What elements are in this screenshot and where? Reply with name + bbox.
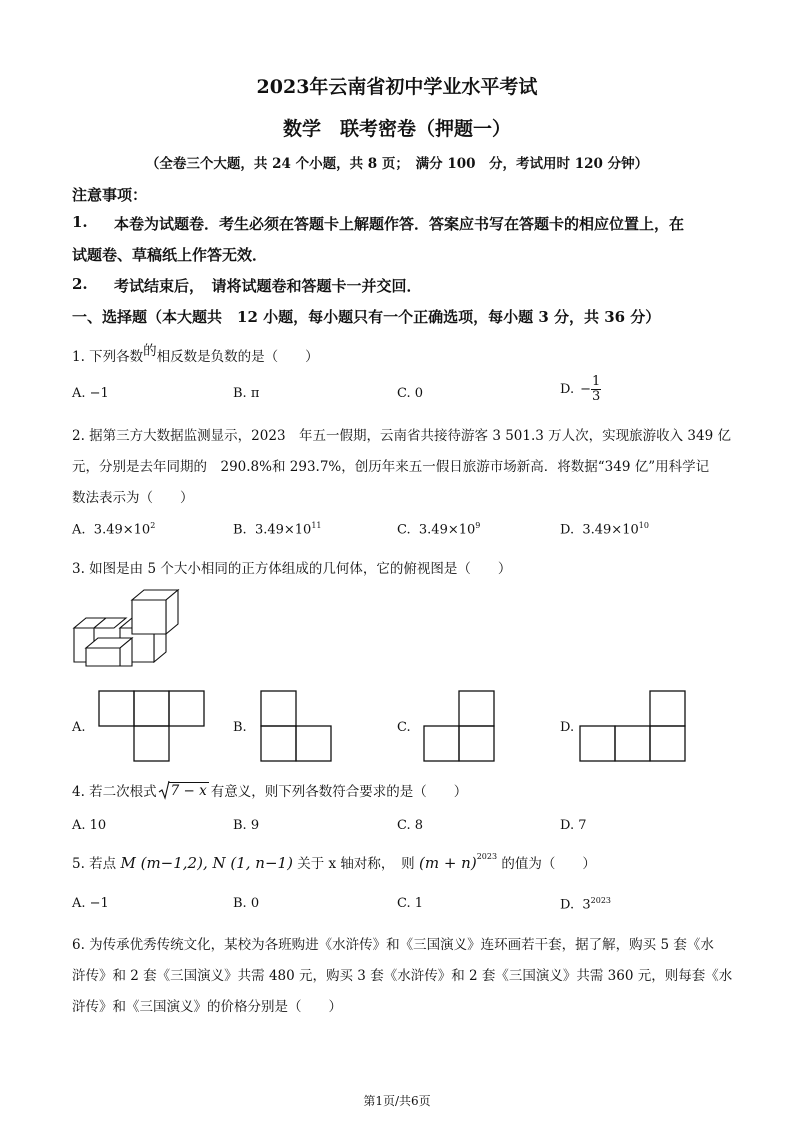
sqrt-icon (159, 781, 169, 799)
q2-line1: 2. 据第三方大数据监测显示，2023 年五一假期，云南省共接待游客 3 501.3 万人次，实现旅游收入 349 亿 (72, 428, 731, 444)
q3-option-d-grid (579, 690, 687, 762)
q2-option-d: D. $3.49\times 10^{10}$ (560, 521, 649, 538)
q4-stem-a: 4. 若二次根式 (72, 784, 157, 800)
q5-option-c: C. 1 (397, 896, 424, 911)
q2-line3: 数法表示为（ ） (72, 490, 194, 506)
q4-option-a: A. 10 (72, 818, 107, 833)
q4-option-b: B. 9 (233, 818, 260, 833)
q2-option-a: A. $3.49\times 10^2$ (72, 521, 156, 538)
cube-front-front (86, 648, 120, 666)
q5-stem-a: 5. 若点 (72, 856, 117, 872)
exam-subtitle: 数学 联考密卷（押题一） (282, 118, 511, 140)
q4-option-c: C. 8 (397, 818, 424, 833)
q5-option-d: D. $3^{2023}$ (560, 896, 611, 913)
note1-line1: 本卷为试题卷．考生必须在答题卡上解题作答．答案应书写在答题卡的相应位置上，在 (114, 215, 685, 233)
q1-option-c: C. 0 (397, 386, 424, 401)
q2-option-c: C. $3.49\times 10^9$ (397, 521, 481, 538)
page-number: 第1页/共6页 (363, 1094, 431, 1108)
q1-fraction-denominator: 3 (592, 389, 601, 404)
note2-text: 考试结束后， 请将试题卷和答题卡一并交回． (114, 277, 422, 295)
q5-stem (72, 852, 596, 872)
q1-option-a: A. −1 (72, 386, 109, 401)
q5-option-a: A. −1 (72, 896, 109, 911)
q1-stem-c: 相反数是负数的是（ ） (156, 349, 319, 365)
q4-option-d: D. 7 (560, 818, 587, 833)
q6-line3: 浒传》和《三国演义》的价格分别是（ ） (72, 999, 342, 1015)
q3-option-c-grid (423, 690, 496, 762)
q1-fraction-numerator: 1 (592, 374, 601, 389)
q6-line1: 6. 为传承优秀传统文化，某校为各班购进《水浒传》和《三国演义》连环画若干套，据了解，购买 5 套《水 (72, 937, 714, 953)
q3-stem: 3. 如图是由 5 个大小相同的正方体组成的几何体，它的俯视图是（ ） (72, 561, 512, 577)
q5-stem-b: 关于 x 轴对称， 则 (297, 856, 415, 872)
q2-line2: 元，分别是去年同期的 290.8%和 293.7%，创历年来五一假日旅游市场新高．将数据“349 亿”用科学记 (72, 459, 710, 475)
q3-option-d-label: D. (560, 720, 575, 735)
q5-points: M (m−1,2), N (1, n−1) (120, 854, 293, 872)
q1-stem-b: 的 (143, 343, 157, 359)
q1-stem (72, 345, 319, 365)
note1-number: 1. (72, 213, 88, 231)
q3-option-a-label: A. (72, 720, 86, 735)
q2-option-b: B. $3.49\times 10^{11}$ (233, 521, 322, 538)
section1-heading: 一、选择题（本大题共 12 小题，每小题只有一个正确选项，每小题 3 分，共 36 分） (72, 308, 661, 326)
q3-option-c-label: C. (397, 720, 411, 735)
q1-option-d-fraction (591, 375, 601, 404)
q4-stem-b: 有意义，则下列各数符合要求的是（ ） (210, 784, 468, 800)
q1-option-d-label: D. (560, 382, 575, 397)
q3-option-a-grid (98, 690, 206, 762)
q4-stem (72, 780, 467, 800)
q5-expression-exponent: 2023 (476, 851, 498, 861)
q5-stem-c: 的值为（ ） (501, 856, 596, 872)
q1-option-d-sign: − (580, 382, 591, 397)
cube-stack-top-front (132, 600, 166, 634)
note2-number: 2. (72, 275, 88, 293)
q3-option-b-grid (260, 690, 333, 762)
q4-radicand: 7 − x (170, 783, 207, 799)
q5-option-b: B. 0 (233, 896, 260, 911)
note1-line2: 试题卷、草稿纸上作答无效． (72, 246, 268, 264)
exam-title: 2023年云南省初中学业水平考试 (256, 76, 538, 98)
q1-option-b: B. π (233, 386, 260, 401)
q1-stem-a: 1. 下列各数 (72, 349, 144, 365)
q1-option-d (560, 375, 601, 404)
q4-radical (159, 781, 209, 799)
q5-expression: (m + n) (418, 854, 477, 872)
exam-info: （全卷三个大题，共 24 个小题，共 8 页； 满分 100 分，考试用时 120 分钟） (145, 156, 649, 172)
q3-cube-figure (70, 588, 180, 666)
q3-option-b-label: B. (233, 720, 247, 735)
q6-line2: 浒传》和 2 套《三国演义》共需 480 元，购买 3 套《水浒传》和 2 套《三国演义》共需 360 元，则每套《水 (72, 968, 733, 984)
notes-heading: 注意事项： (72, 186, 148, 204)
